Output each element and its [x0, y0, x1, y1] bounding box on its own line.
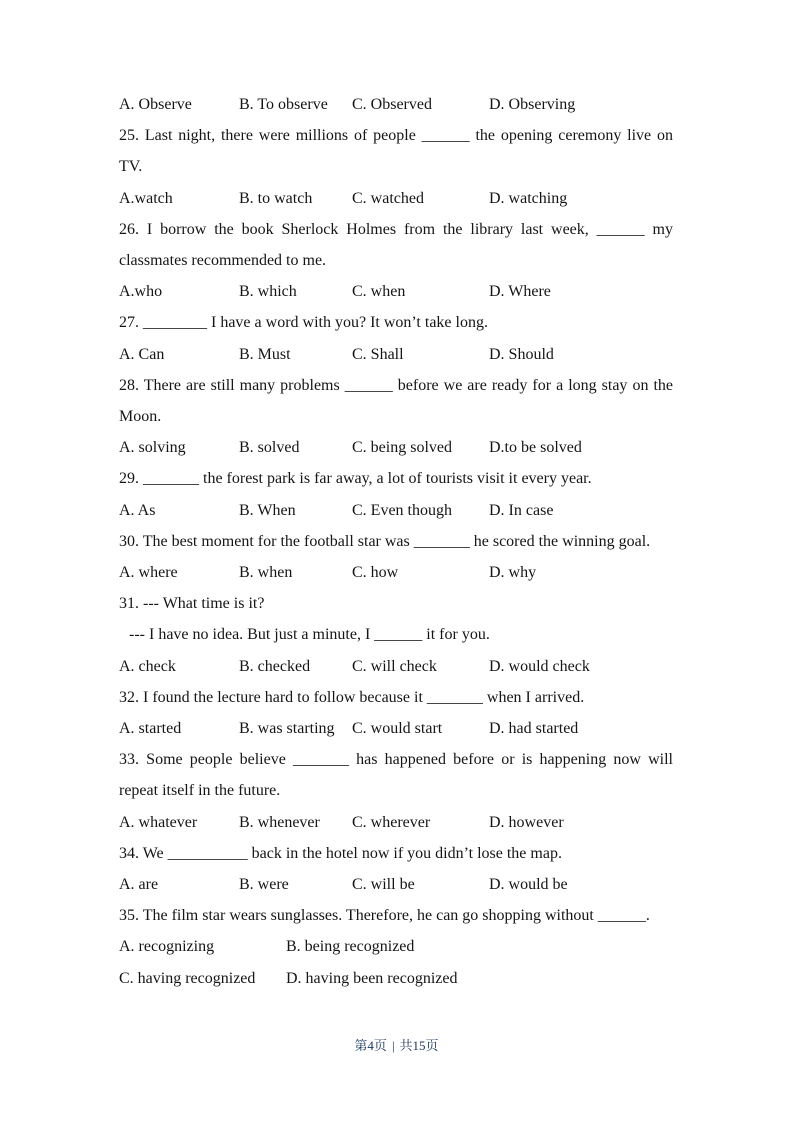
option-d: D. Should	[489, 345, 554, 363]
option-b: B. When	[239, 501, 296, 519]
option-c: C. having recognized	[119, 969, 256, 987]
footer-separator: |	[391, 1038, 395, 1053]
question-34-line-1: 34. We __________ back in the hotel now if you didn’t lose the map.	[119, 844, 562, 862]
question-31-line-2: --- I have no idea. But just a minute, I ______ it for you.	[129, 626, 490, 644]
option-c: C. Observed	[352, 96, 432, 113]
question-28-line-2: Moon.	[119, 408, 162, 426]
option-a: A.who	[119, 283, 163, 301]
options-row-q30	[119, 557, 673, 588]
option-b: B. solved	[239, 439, 300, 457]
option-b: B. checked	[239, 657, 311, 675]
footer-total-pages: 共15页	[399, 1038, 439, 1053]
options-row-q28	[119, 432, 673, 463]
option-c: C. when	[352, 283, 406, 301]
question-30-line-1: 30. The best moment for the football star was _______ he scored the winning goal.	[119, 532, 651, 550]
option-d: D. having been recognized	[286, 969, 458, 987]
footer-page-number: 第4页	[354, 1038, 387, 1053]
option-c: C. will be	[352, 876, 415, 894]
question-35-line-1: 35. The film star wears sunglasses. Therefore, he can go shopping without ______.	[119, 907, 650, 925]
options-row-q27	[119, 339, 673, 370]
question-28-line-1: 28. There are still many problems ______ before we are ready for a long stay on the	[119, 376, 673, 394]
option-a: A. As	[119, 501, 156, 519]
question-32-line-1: 32. I found the lecture hard to follow because it _______ when I arrived.	[119, 688, 585, 706]
option-d: D. had started	[489, 720, 579, 738]
option-d: D. Observing	[489, 96, 576, 113]
option-a: A. where	[119, 564, 178, 582]
option-a: A.watch	[119, 189, 173, 207]
options-row-q29	[119, 495, 673, 526]
option-a: A. started	[119, 720, 182, 738]
option-c: C. watched	[352, 189, 424, 207]
options-row-q33	[119, 807, 673, 838]
option-a: A. check	[119, 657, 176, 675]
option-a: A. Can	[119, 345, 165, 363]
option-c: C. Even though	[352, 501, 452, 519]
question-29-line-1: 29. _______ the forest park is far away, a lot of tourists visit it every year.	[119, 470, 592, 488]
exam-content	[119, 89, 673, 994]
option-d: D. In case	[489, 501, 554, 519]
question-33-line-1: 33. Some people believe _______ has happened before or is happening now will	[119, 751, 673, 769]
question-25-line-1: 25. Last night, there were millions of people ______ the opening ceremony live on	[119, 127, 673, 145]
option-c: C. Shall	[352, 345, 404, 363]
options-row-q35-ab	[119, 931, 673, 962]
options-row-q32	[119, 713, 673, 744]
question-33-line-2: repeat itself in the future.	[119, 782, 281, 800]
page-footer	[0, 1036, 793, 1056]
option-c: C. wherever	[352, 813, 431, 831]
option-c: C. will check	[352, 657, 437, 675]
option-a: A. are	[119, 876, 159, 894]
option-d: D. would be	[489, 876, 568, 894]
option-a: A. solving	[119, 439, 186, 457]
question-26-line-2: classmates recommended to me.	[119, 252, 327, 270]
option-a: A. recognizing	[119, 938, 215, 956]
option-c: C. being solved	[352, 439, 452, 457]
option-b: B. when	[239, 564, 293, 582]
option-c: C. would start	[352, 720, 443, 738]
option-a: A. whatever	[119, 813, 198, 831]
option-b: B. to watch	[239, 189, 313, 207]
question-31-line-1: 31. --- What time is it?	[119, 595, 265, 613]
options-row-q35-cd	[119, 963, 673, 994]
option-a: A. Observe	[119, 96, 192, 113]
options-row-q24	[119, 89, 673, 120]
options-row-q25	[119, 183, 673, 214]
option-d: D. however	[489, 813, 564, 831]
option-b: B. which	[239, 283, 297, 301]
option-d: D.to be solved	[489, 439, 582, 457]
option-b: B. To observe	[239, 96, 328, 113]
option-b: B. whenever	[239, 813, 320, 831]
option-b: B. being recognized	[286, 938, 415, 956]
option-d: D. would check	[489, 657, 590, 675]
option-b: B. was starting	[239, 720, 335, 738]
option-d: D. why	[489, 564, 537, 582]
question-25-line-2: TV.	[119, 158, 143, 176]
option-d: D. watching	[489, 189, 568, 207]
question-27-line-1: 27. ________ I have a word with you? It won’t take long.	[119, 314, 488, 332]
option-d: D. Where	[489, 283, 551, 301]
options-row-q26	[119, 276, 673, 307]
options-row-q34	[119, 869, 673, 900]
question-26-line-1: 26. I borrow the book Sherlock Holmes from the library last week, ______ my	[119, 220, 673, 238]
option-b: B. Must	[239, 345, 291, 363]
options-row-q31	[119, 651, 673, 682]
option-b: B. were	[239, 876, 289, 894]
option-c: C. how	[352, 564, 399, 582]
